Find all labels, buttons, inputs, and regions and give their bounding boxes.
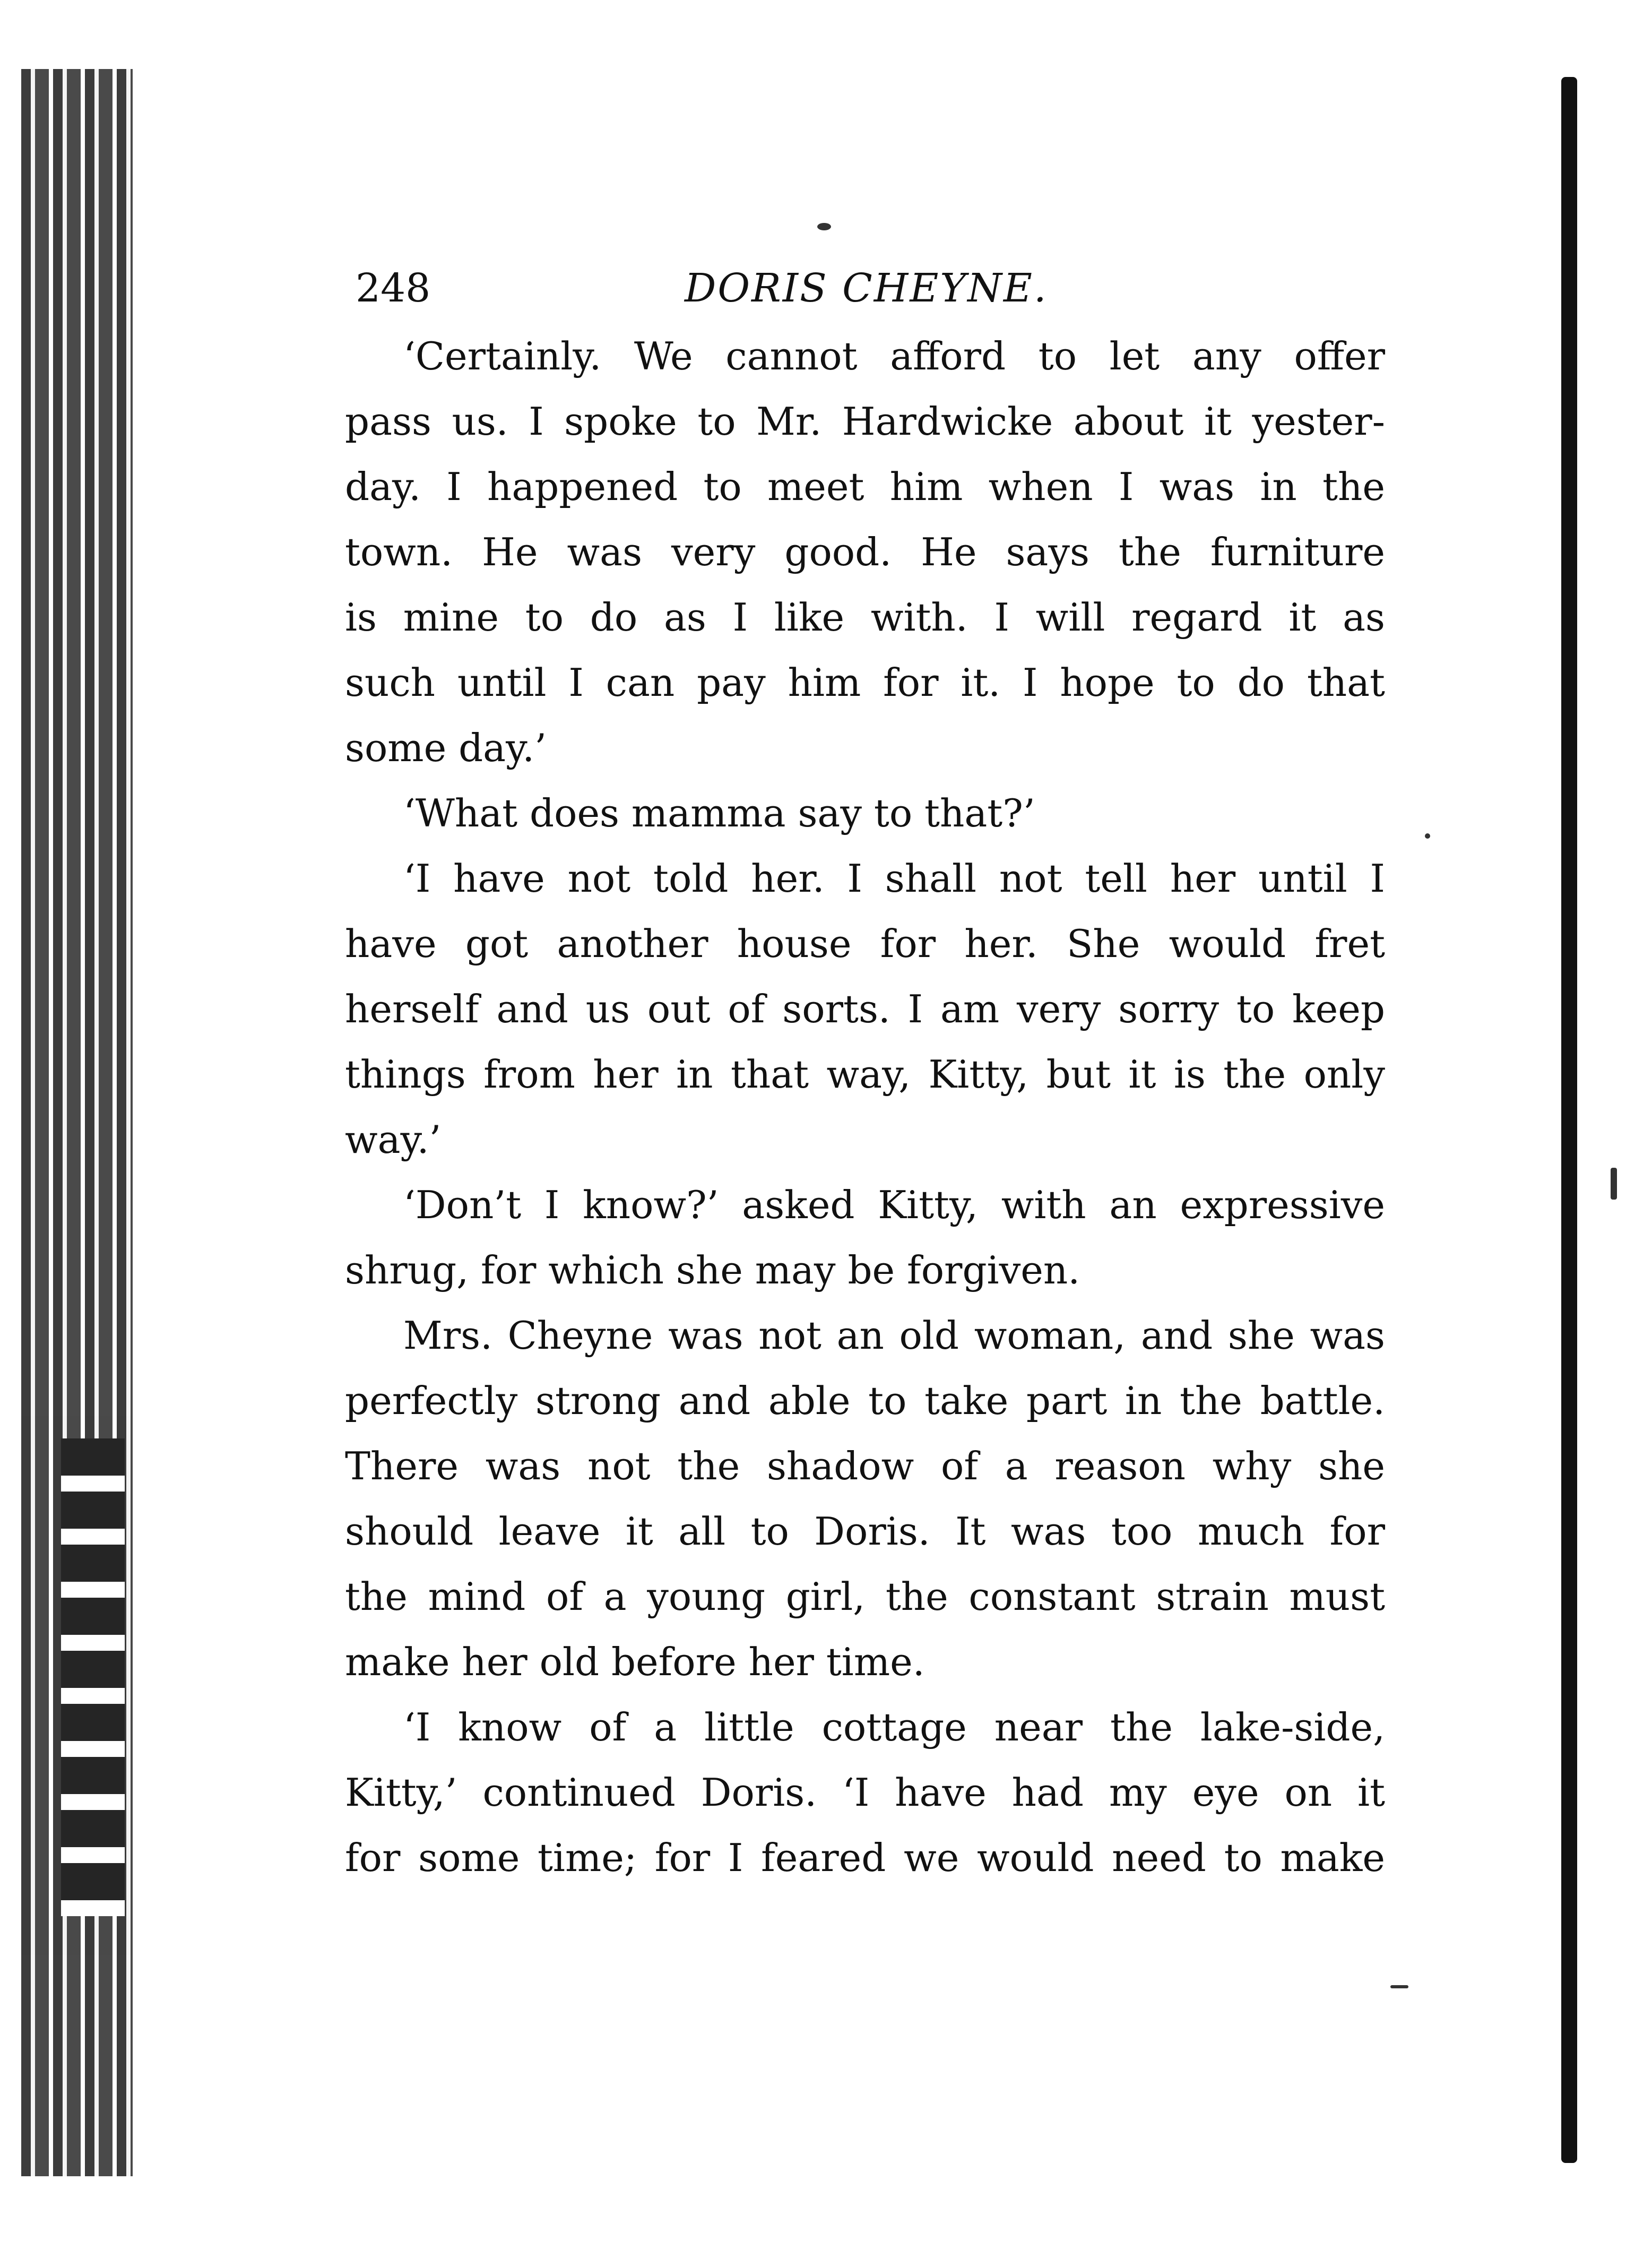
text-line: herself and us out of sorts. I am very sorry to keep [345,987,1385,1031]
text-line: shrug, for which she may be forgiven. [345,1248,1080,1292]
scan-speck [1611,1168,1617,1200]
text-line: the mind of a young girl, the constant strain must [345,1574,1385,1619]
body-text [345,324,1406,1891]
text-line: some day.’ [345,726,547,770]
page-number: 248 [356,265,431,311]
text-line: Kitty,’ continued Doris. ‘I have had my eye on it [345,1770,1385,1815]
running-head [345,265,1406,324]
scan-speck [1425,833,1430,839]
text-line: perfectly strong and able to take part in the battle. [345,1378,1385,1423]
running-title: DORIS CHEYNE. [685,265,1048,311]
text-line: is mine to do as I like with. I will regard it as [345,595,1385,640]
text-line: ‘Certainly. We cannot afford to let any offer [403,334,1385,378]
text-line: for some time; for I feared we would need to make [345,1835,1385,1880]
text-line: way.’ [345,1117,442,1162]
text-line: should leave it all to Doris. It was too much for [345,1509,1385,1554]
text-line: Mrs. Cheyne was not an old woman, and she was [403,1313,1385,1358]
book-page [345,265,1406,1891]
text-line: ‘I have not told her. I shall not tell her until I [403,856,1385,901]
text-line: things from her in that way, Kitty, but it is the only [345,1052,1385,1097]
text-line: pass us. I spoke to Mr. Hardwicke about it yester- [345,399,1385,444]
scan-speck [817,223,831,230]
text-line: make her old before her time. [345,1640,925,1684]
text-line: day. I happened to meet him when I was in the [345,464,1385,509]
text-line: such until I can pay him for it. I hope to do that [345,660,1385,705]
text-line: ‘Don’t I know?’ asked Kitty, with an expressive [403,1183,1385,1227]
scanned-right-edge [1561,77,1577,2163]
text-line: have got another house for her. She would fret [345,921,1385,966]
text-line: ‘What does mamma say to that?’ [403,791,1035,835]
text-line: town. He was very good. He says the furniture [345,530,1385,574]
text-line: There was not the shadow of a reason why she [345,1444,1385,1488]
text-line: ‘I know of a little cottage near the lake-side, [403,1705,1385,1749]
scan-speck [1390,1985,1408,1988]
scanned-binding-edge [21,69,133,2176]
